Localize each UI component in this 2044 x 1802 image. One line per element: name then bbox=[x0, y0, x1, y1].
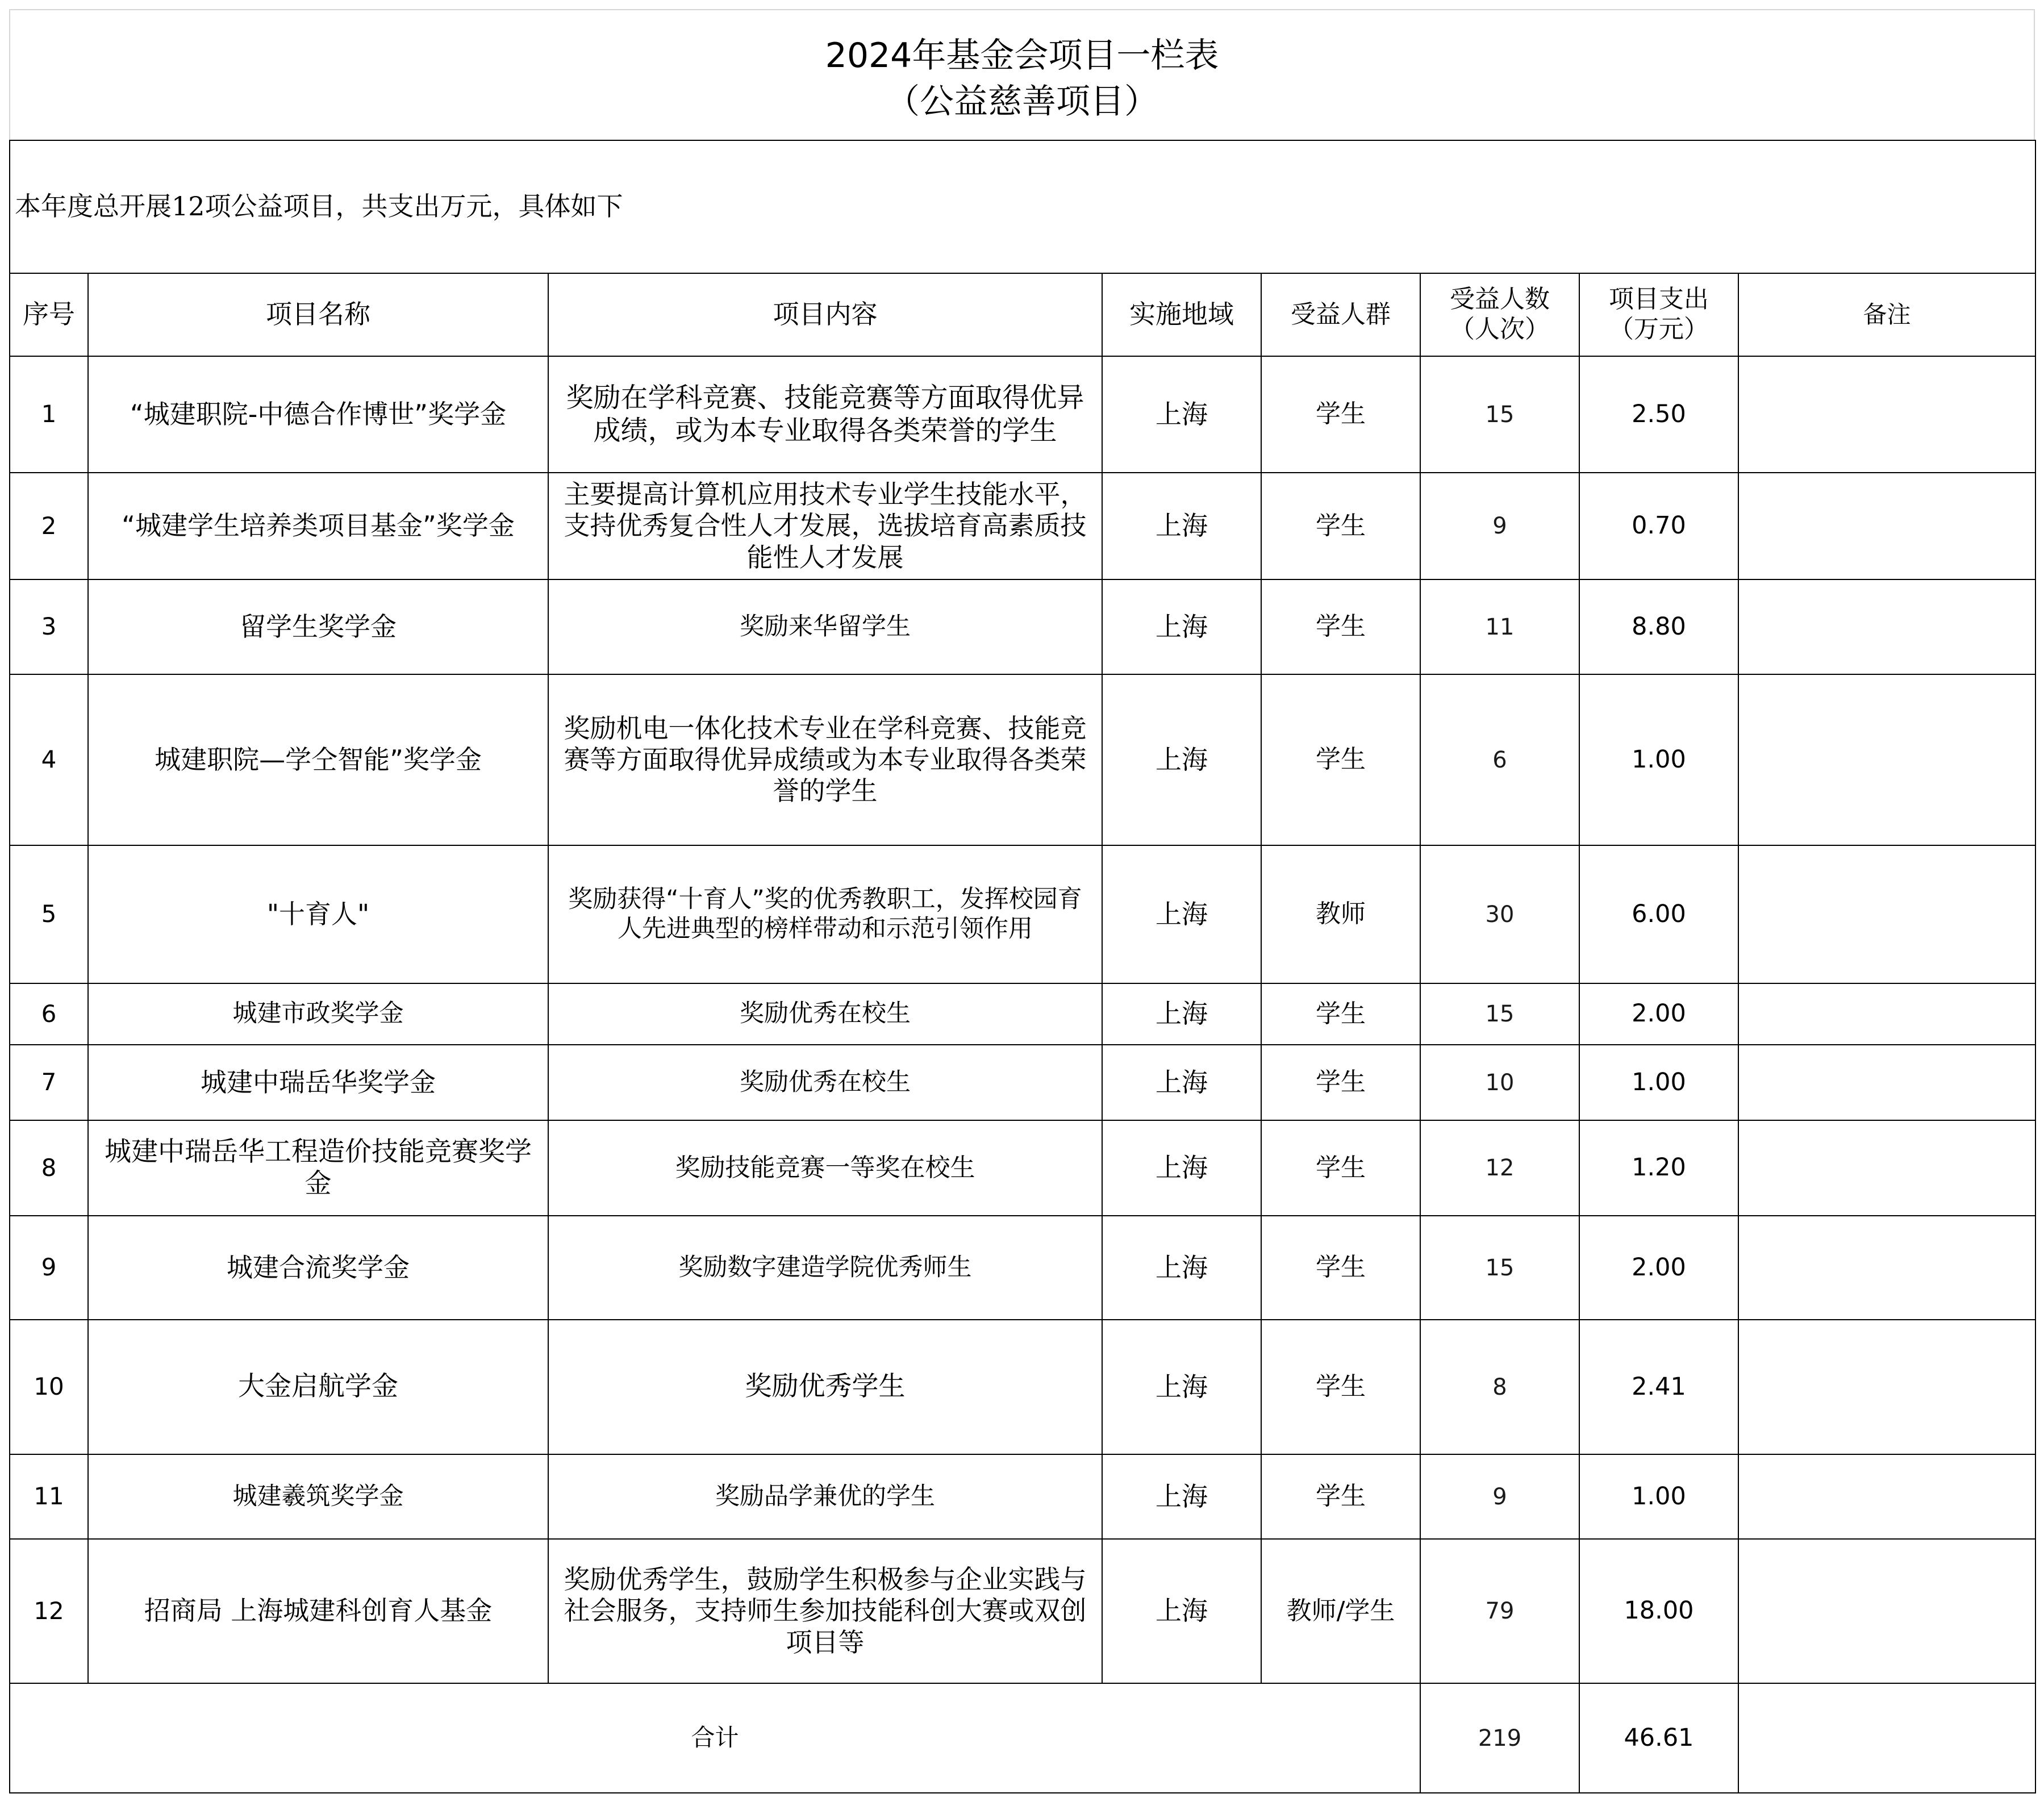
column-header-cost bbox=[1579, 273, 1738, 356]
remark-cell bbox=[1738, 1120, 2035, 1216]
beneficiary-group-cell: 学生 bbox=[1261, 1216, 1420, 1320]
remark-cell bbox=[1738, 579, 2035, 674]
region-cell: 上海 bbox=[1102, 845, 1261, 983]
table-row bbox=[10, 1320, 2035, 1454]
region-cell: 上海 bbox=[1102, 1539, 1261, 1683]
project-content-cell: 奖励技能竞赛一等奖在校生 bbox=[548, 1120, 1102, 1216]
region-cell: 上海 bbox=[1102, 579, 1261, 674]
region-cell: 上海 bbox=[1102, 473, 1261, 579]
total-row bbox=[10, 1683, 2035, 1793]
row-number-cell: 7 bbox=[10, 1045, 88, 1120]
project-content-cell: 奖励优秀学生，鼓励学生积极参与企业实践与社会服务，支持师生参加技能科创大赛或双创项目等 bbox=[548, 1539, 1102, 1683]
row-number-cell: 9 bbox=[10, 1216, 88, 1320]
region-cell: 上海 bbox=[1102, 983, 1261, 1045]
project-name-cell: “城建职院-中德合作博世”奖学金 bbox=[88, 356, 548, 473]
total-cost: 46.61 bbox=[1579, 1683, 1738, 1793]
remark-cell bbox=[1738, 674, 2035, 845]
project-cost-cell: 6.00 bbox=[1579, 845, 1738, 983]
beneficiary-group-cell: 学生 bbox=[1261, 983, 1420, 1045]
table-row bbox=[10, 845, 2035, 983]
column-header-group: 受益人群 bbox=[1261, 273, 1420, 356]
table-row bbox=[10, 579, 2035, 674]
project-content-cell: 奖励品学兼优的学生 bbox=[548, 1454, 1102, 1539]
table-row bbox=[10, 1454, 2035, 1539]
projects-table bbox=[9, 140, 2036, 1793]
project-cost-cell: 2.00 bbox=[1579, 1216, 1738, 1320]
beneficiary-group-cell: 学生 bbox=[1261, 1045, 1420, 1120]
project-content-cell: 奖励优秀学生 bbox=[548, 1320, 1102, 1454]
row-number-cell: 1 bbox=[10, 356, 88, 473]
remark-cell bbox=[1738, 1216, 2035, 1320]
intro-row bbox=[10, 140, 2035, 273]
page-title: 2024年基金会项目一栏表 bbox=[825, 36, 1219, 76]
row-number-cell: 11 bbox=[10, 1454, 88, 1539]
remark-cell bbox=[1738, 1454, 2035, 1539]
beneficiary-group-cell: 学生 bbox=[1261, 1454, 1420, 1539]
column-header-count-label: 受益人数 bbox=[1450, 285, 1550, 314]
region-cell: 上海 bbox=[1102, 356, 1261, 473]
project-cost-cell: 1.00 bbox=[1579, 1045, 1738, 1120]
remark-cell bbox=[1738, 356, 2035, 473]
project-content-cell: 奖励获得“十育人”奖的优秀教职工，发挥校园育人先进典型的榜样带动和示范引领作用 bbox=[548, 845, 1102, 983]
row-number-cell: 2 bbox=[10, 473, 88, 579]
project-content-cell: 奖励在学科竞赛、技能竞赛等方面取得优异成绩，或为本专业取得各类荣誉的学生 bbox=[548, 356, 1102, 473]
project-cost-cell: 1.20 bbox=[1579, 1120, 1738, 1216]
project-name-cell: 城建职院—学仝智能”奖学金 bbox=[88, 674, 548, 845]
remark-cell bbox=[1738, 1539, 2035, 1683]
row-number-cell: 3 bbox=[10, 579, 88, 674]
project-name-cell: 城建合流奖学金 bbox=[88, 1216, 548, 1320]
total-count: 219 bbox=[1420, 1683, 1579, 1793]
remark-cell bbox=[1738, 473, 2035, 579]
project-name-cell: 招商局 上海城建科创育人基金 bbox=[88, 1539, 548, 1683]
project-cost-cell: 1.00 bbox=[1579, 1454, 1738, 1539]
project-name-cell: 大金启航学金 bbox=[88, 1320, 548, 1454]
region-cell: 上海 bbox=[1102, 1454, 1261, 1539]
title-block bbox=[9, 9, 2035, 140]
beneficiary-count-cell: 30 bbox=[1420, 845, 1579, 983]
project-name-cell: 城建羲筑奖学金 bbox=[88, 1454, 548, 1539]
project-name-cell: 留学生奖学金 bbox=[88, 579, 548, 674]
column-header-cost-label: 项目支出 bbox=[1609, 285, 1709, 314]
beneficiary-count-cell: 15 bbox=[1420, 983, 1579, 1045]
project-content-cell: 奖励来华留学生 bbox=[548, 579, 1102, 674]
project-name-cell: 城建中瑞岳华奖学金 bbox=[88, 1045, 548, 1120]
beneficiary-group-cell: 学生 bbox=[1261, 473, 1420, 579]
table-row bbox=[10, 1120, 2035, 1216]
summary-text: 本年度总开展12项公益项目，共支出万元，具体如下 bbox=[10, 140, 2035, 273]
region-cell: 上海 bbox=[1102, 1045, 1261, 1120]
beneficiary-count-cell: 6 bbox=[1420, 674, 1579, 845]
project-content-cell: 奖励机电一体化技术专业在学科竞赛、技能竞赛等方面取得优异成绩或为本专业取得各类荣誉的学生 bbox=[548, 674, 1102, 845]
column-header-content: 项目内容 bbox=[548, 273, 1102, 356]
project-name-cell: “城建学生培养类项目基金”奖学金 bbox=[88, 473, 548, 579]
column-header-name: 项目名称 bbox=[88, 273, 548, 356]
table-footer bbox=[10, 1683, 2035, 1793]
remark-cell bbox=[1738, 1320, 2035, 1454]
project-cost-cell: 0.70 bbox=[1579, 473, 1738, 579]
column-header-region: 实施地域 bbox=[1102, 273, 1261, 356]
region-cell: 上海 bbox=[1102, 674, 1261, 845]
project-cost-cell: 1.00 bbox=[1579, 674, 1738, 845]
project-content-cell: 主要提高计算机应用技术专业学生技能水平，支持优秀复合性人才发展，选拔培育高素质技能性人才发展 bbox=[548, 473, 1102, 579]
project-content-cell: 奖励优秀在校生 bbox=[548, 983, 1102, 1045]
row-number-cell: 4 bbox=[10, 674, 88, 845]
row-number-cell: 5 bbox=[10, 845, 88, 983]
beneficiary-count-cell: 9 bbox=[1420, 473, 1579, 579]
region-cell: 上海 bbox=[1102, 1320, 1261, 1454]
beneficiary-group-cell: 学生 bbox=[1261, 356, 1420, 473]
table-row bbox=[10, 983, 2035, 1045]
header-row bbox=[10, 273, 2035, 356]
beneficiary-group-cell: 学生 bbox=[1261, 1120, 1420, 1216]
table-row bbox=[10, 473, 2035, 579]
row-number-cell: 12 bbox=[10, 1539, 88, 1683]
beneficiary-group-cell: 学生 bbox=[1261, 579, 1420, 674]
project-cost-cell: 2.00 bbox=[1579, 983, 1738, 1045]
beneficiary-count-cell: 15 bbox=[1420, 1216, 1579, 1320]
table-row bbox=[10, 674, 2035, 845]
remark-cell bbox=[1738, 983, 2035, 1045]
project-cost-cell: 2.41 bbox=[1579, 1320, 1738, 1454]
project-name-cell: "十育人" bbox=[88, 845, 548, 983]
row-number-cell: 10 bbox=[10, 1320, 88, 1454]
project-content-cell: 奖励数字建造学院优秀师生 bbox=[548, 1216, 1102, 1320]
remark-cell bbox=[1738, 845, 2035, 983]
column-header-cost-unit: （万元） bbox=[1609, 315, 1709, 344]
beneficiary-count-cell: 11 bbox=[1420, 579, 1579, 674]
column-header-count bbox=[1420, 273, 1579, 356]
beneficiary-count-cell: 15 bbox=[1420, 356, 1579, 473]
table-row bbox=[10, 1045, 2035, 1120]
table-body bbox=[10, 356, 2035, 1683]
table-row bbox=[10, 356, 2035, 473]
beneficiary-group-cell: 学生 bbox=[1261, 674, 1420, 845]
project-cost-cell: 2.50 bbox=[1579, 356, 1738, 473]
region-cell: 上海 bbox=[1102, 1216, 1261, 1320]
project-name-cell: 城建中瑞岳华工程造价技能竞赛奖学金 bbox=[88, 1120, 548, 1216]
beneficiary-count-cell: 8 bbox=[1420, 1320, 1579, 1454]
beneficiary-count-cell: 79 bbox=[1420, 1539, 1579, 1683]
beneficiary-group-cell: 教师 bbox=[1261, 845, 1420, 983]
project-name-cell: 城建市政奖学金 bbox=[88, 983, 548, 1045]
project-content-cell: 奖励优秀在校生 bbox=[548, 1045, 1102, 1120]
project-cost-cell: 18.00 bbox=[1579, 1539, 1738, 1683]
beneficiary-group-cell: 学生 bbox=[1261, 1320, 1420, 1454]
table-row bbox=[10, 1539, 2035, 1683]
page-subtitle: （公益慈善项目） bbox=[886, 82, 1158, 122]
table-intro bbox=[10, 140, 2035, 356]
row-number-cell: 6 bbox=[10, 983, 88, 1045]
remark-cell bbox=[1738, 1045, 2035, 1120]
total-note bbox=[1738, 1683, 2035, 1793]
column-header-count-unit: （人次） bbox=[1450, 315, 1550, 344]
row-number-cell: 8 bbox=[10, 1120, 88, 1216]
column-header-note: 备注 bbox=[1738, 273, 2035, 356]
region-cell: 上海 bbox=[1102, 1120, 1261, 1216]
project-cost-cell: 8.80 bbox=[1579, 579, 1738, 674]
beneficiary-group-cell: 教师/学生 bbox=[1261, 1539, 1420, 1683]
beneficiary-count-cell: 9 bbox=[1420, 1454, 1579, 1539]
table-row bbox=[10, 1216, 2035, 1320]
beneficiary-count-cell: 10 bbox=[1420, 1045, 1579, 1120]
beneficiary-count-cell: 12 bbox=[1420, 1120, 1579, 1216]
total-label: 合计 bbox=[10, 1683, 1420, 1793]
column-header-number: 序号 bbox=[10, 273, 88, 356]
